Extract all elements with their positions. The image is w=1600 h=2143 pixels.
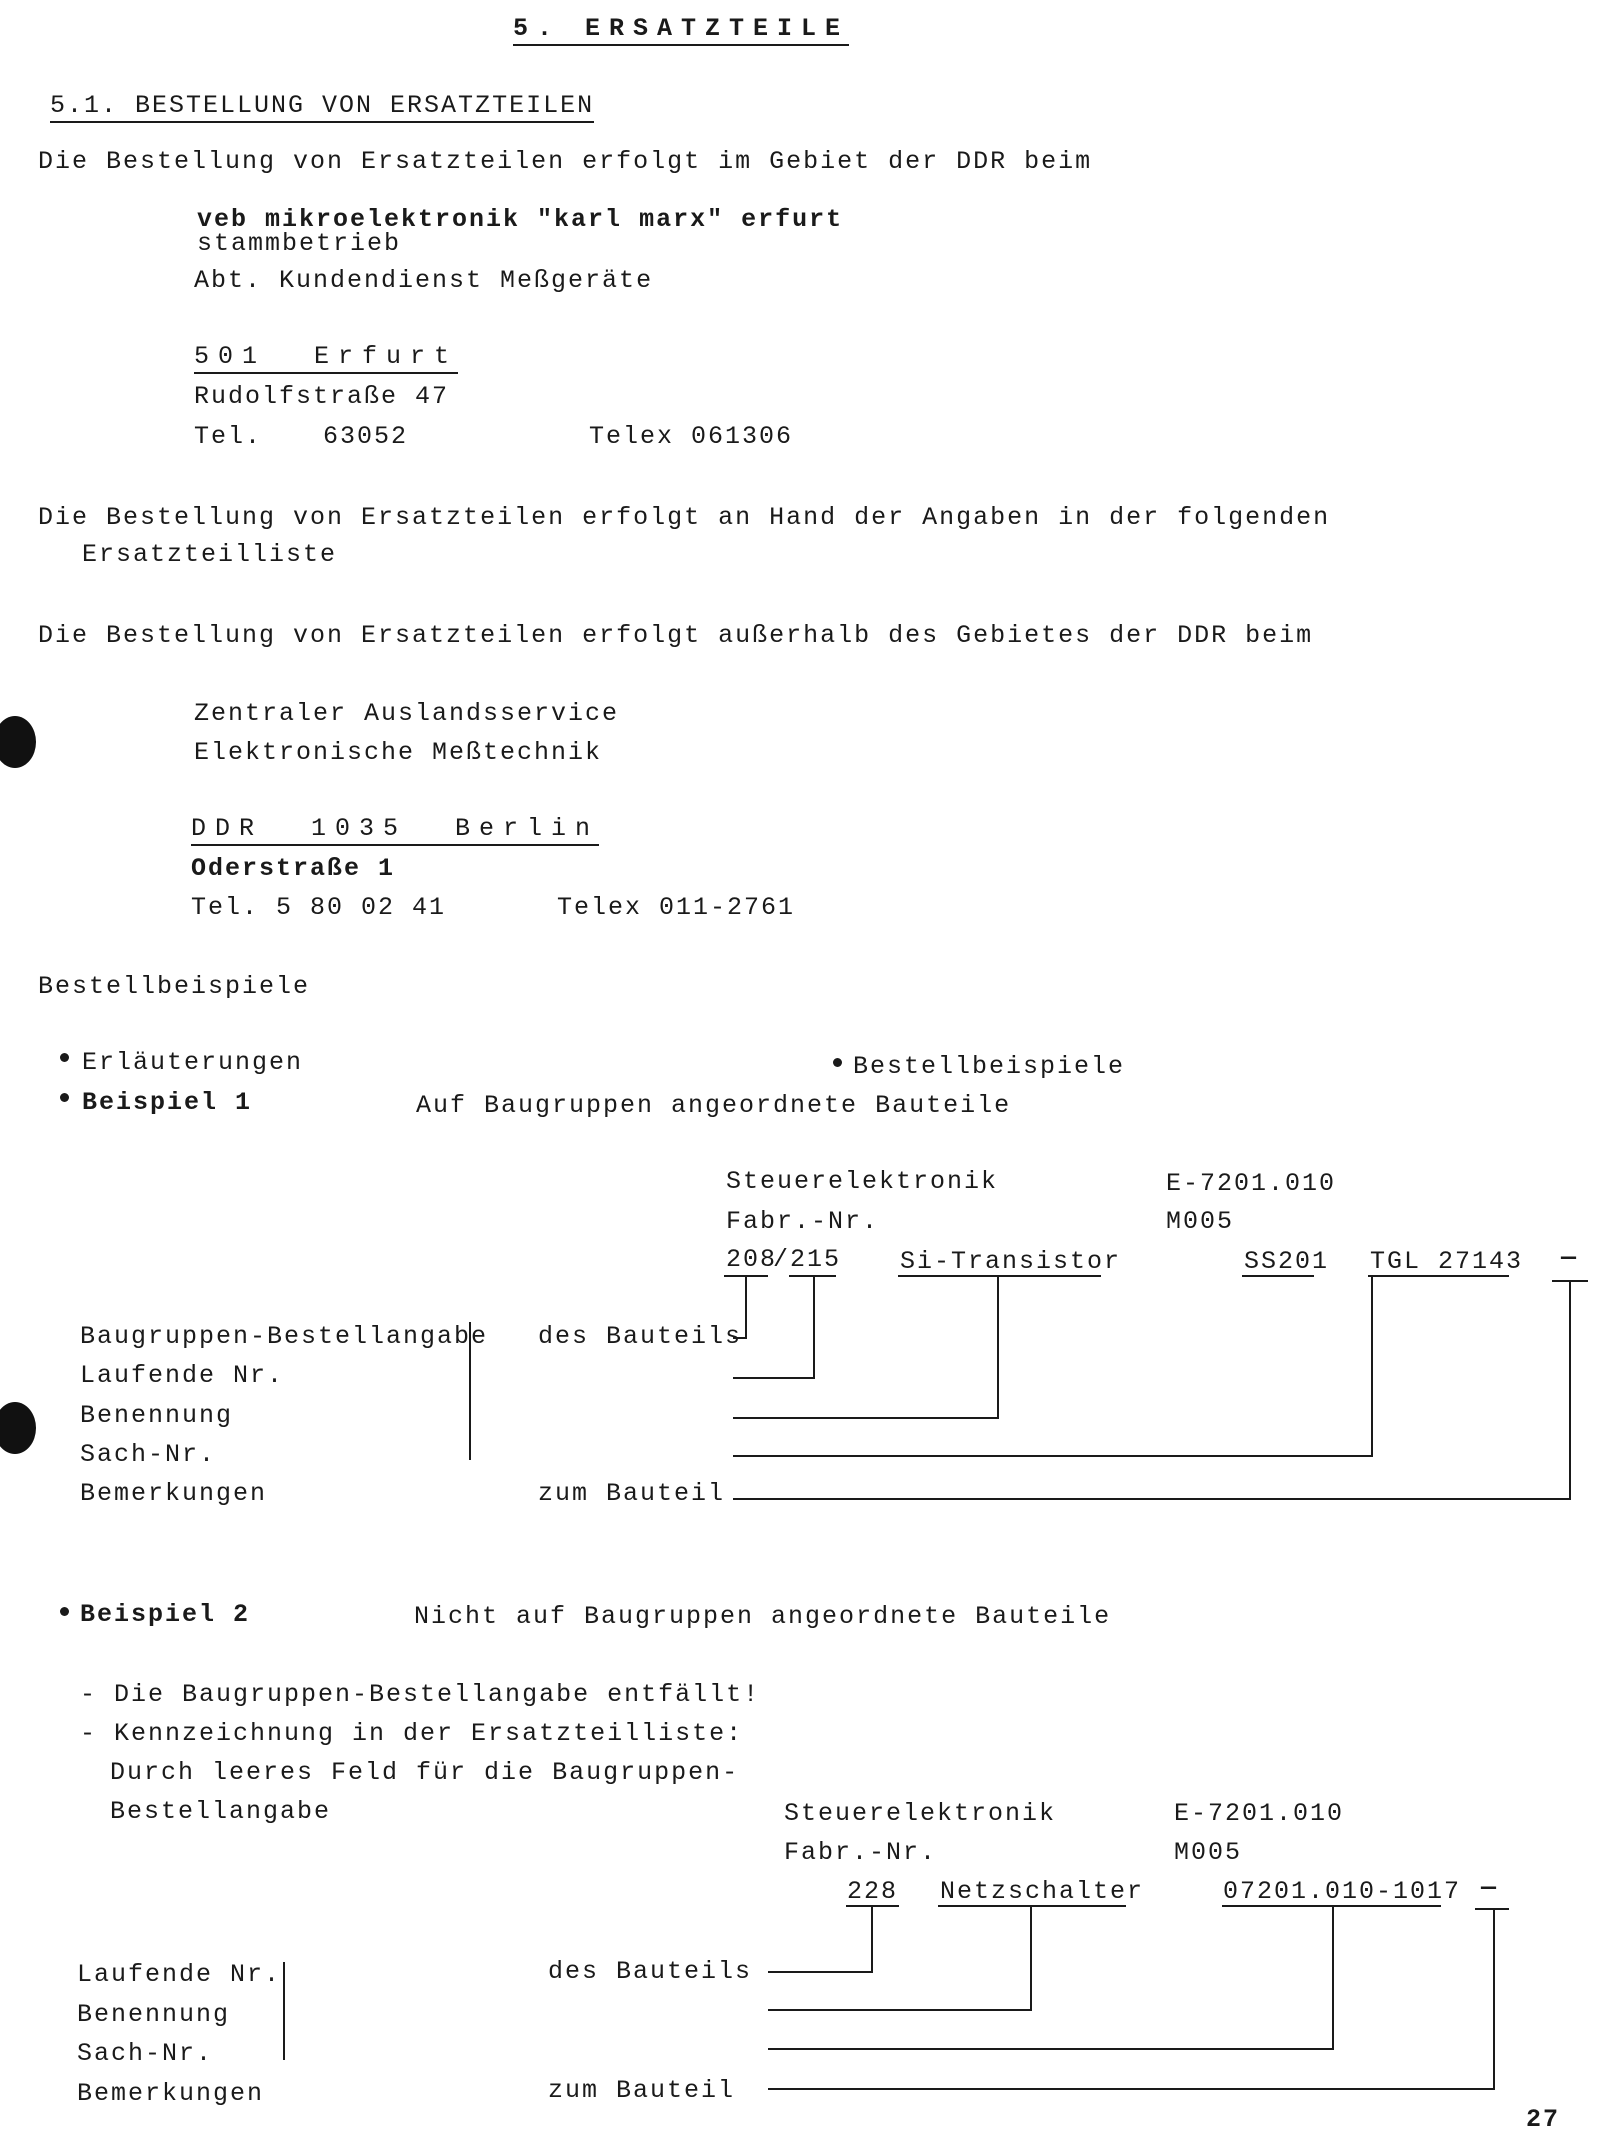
example1-field-running-no: Laufende Nr.: [80, 1361, 285, 1390]
berlin-city: DDR 1035 Berlin: [191, 816, 599, 846]
ex1-connector-name: [733, 1276, 998, 1418]
company-department: Abt. Kundendienst Meßgeräte: [194, 266, 654, 295]
erfurt-telex: Telex 061306: [589, 422, 794, 451]
example2-part-no: 07201.010-1017: [1223, 1877, 1462, 1906]
abroad-intro: Die Bestellung von Ersatzteilen erfolgt außerhalb des Gebietes der DDR beim: [38, 621, 1314, 650]
abroad-org2: Elektronische Meßtechnik: [194, 738, 603, 767]
example2-note2: - Kennzeichnung in der Ersatzteilliste:: [80, 1719, 744, 1748]
example2-part-name: Netzschalter: [940, 1877, 1145, 1906]
example1-zum-bauteil: zum Bauteil: [538, 1479, 726, 1508]
example1-code-sep: /: [773, 1245, 791, 1274]
example1-remark: —: [1561, 1243, 1579, 1272]
erfurt-tel-label: Tel.: [194, 422, 263, 451]
erfurt-tel: 63052: [323, 422, 409, 451]
examples-heading: Bestellbeispiele: [38, 972, 311, 1001]
example1-title: Auf Baugruppen angeordnete Bauteile: [416, 1091, 1012, 1120]
berlin-telex: Telex 011-2761: [557, 893, 796, 922]
example2-fabr-label: Fabr.-Nr.: [784, 1838, 938, 1867]
example1-field-name: Benennung: [80, 1401, 234, 1430]
example1-des-bauteils: des Bauteils: [538, 1322, 743, 1351]
page-number: 27: [1526, 2105, 1561, 2134]
erfurt-city: 501 Erfurt: [194, 344, 458, 374]
example2-field-part-no: Sach-Nr.: [77, 2039, 214, 2068]
example1-part-name: Si-Transistor: [900, 1247, 1122, 1276]
example1-label: Beispiel 1: [82, 1088, 253, 1117]
abroad-org1: Zentraler Auslandsservice: [194, 699, 620, 728]
example1-field-remarks: Bemerkungen: [80, 1479, 268, 1508]
example2-title: Nicht auf Baugruppen angeordnete Bauteile: [414, 1602, 1112, 1631]
example1-fabr-no: M005: [1166, 1207, 1235, 1236]
list-note-line1: Die Bestellung von Ersatzteilen erfolgt an Hand der Angaben in der folgenden: [38, 503, 1331, 532]
example2-fabr-no: M005: [1174, 1838, 1243, 1867]
ex1-connector-group: [733, 1276, 746, 1338]
example2-field-running-no: Laufende Nr.: [77, 1960, 282, 1989]
example1-standard: TGL 27143: [1370, 1247, 1524, 1276]
example1-field-group-order: Baugruppen-Bestellangabe: [80, 1322, 489, 1351]
example1-fabr-label: Fabr.-Nr.: [726, 1207, 880, 1236]
example2-group-no: E-7201.010: [1174, 1799, 1345, 1828]
berlin-tel: Tel. 5 80 02 41: [191, 893, 447, 922]
example2-des-bauteils: des Bauteils: [548, 1957, 753, 1986]
example1-group: Steuerelektronik: [726, 1167, 999, 1196]
example1-group-no: E-7201.010: [1166, 1169, 1337, 1198]
section-title: 5.1. BESTELLUNG VON ERSATZTEILEN: [50, 93, 594, 123]
example2-code-no: 228: [847, 1877, 899, 1906]
erfurt-street: Rudolfstraße 47: [194, 382, 450, 411]
example1-code-no: 215: [790, 1245, 842, 1274]
example2-field-name: Benennung: [77, 2000, 231, 2029]
chapter-title: 5. ERSATZTEILE: [513, 16, 849, 46]
company-division: stammbetrieb: [197, 229, 402, 258]
ex1-connector-remark: [733, 1281, 1570, 1499]
explanations-label: Erläuterungen: [82, 1048, 304, 1077]
ex2-connector-code: [768, 1906, 872, 1972]
ex2-connector-remark: [768, 1909, 1494, 2089]
example2-note3: Durch leeres Feld für die Baugruppen-: [110, 1758, 740, 1787]
ex2-connector-name: [768, 1906, 1031, 2010]
example2-field-remarks: Bemerkungen: [77, 2079, 265, 2108]
ddr-intro: Die Bestellung von Ersatzteilen erfolgt im Gebiet der DDR beim: [38, 147, 1093, 176]
example2-note1: - Die Baugruppen-Bestellangabe entfällt!: [80, 1680, 761, 1709]
examples-marker: Bestellbeispiele: [853, 1052, 1126, 1081]
example2-note4: Bestellangabe: [110, 1797, 332, 1826]
example2-label: Beispiel 2: [80, 1600, 251, 1629]
example1-part-no: SS201: [1244, 1247, 1330, 1276]
company-name: veb mikroelektronik "karl marx" erfurt: [197, 205, 844, 234]
ex1-connector-partno: [733, 1276, 1372, 1456]
example1-code-group: 208: [726, 1245, 778, 1274]
ex2-connector-partno: [768, 1906, 1333, 2049]
berlin-street: Oderstraße 1: [191, 854, 396, 883]
list-note-line2: Ersatzteilliste: [82, 540, 338, 569]
example2-group: Steuerelektronik: [784, 1799, 1057, 1828]
example2-remark: —: [1481, 1873, 1499, 1902]
example2-zum-bauteil: zum Bauteil: [548, 2076, 736, 2105]
example1-field-part-no: Sach-Nr.: [80, 1440, 217, 1469]
